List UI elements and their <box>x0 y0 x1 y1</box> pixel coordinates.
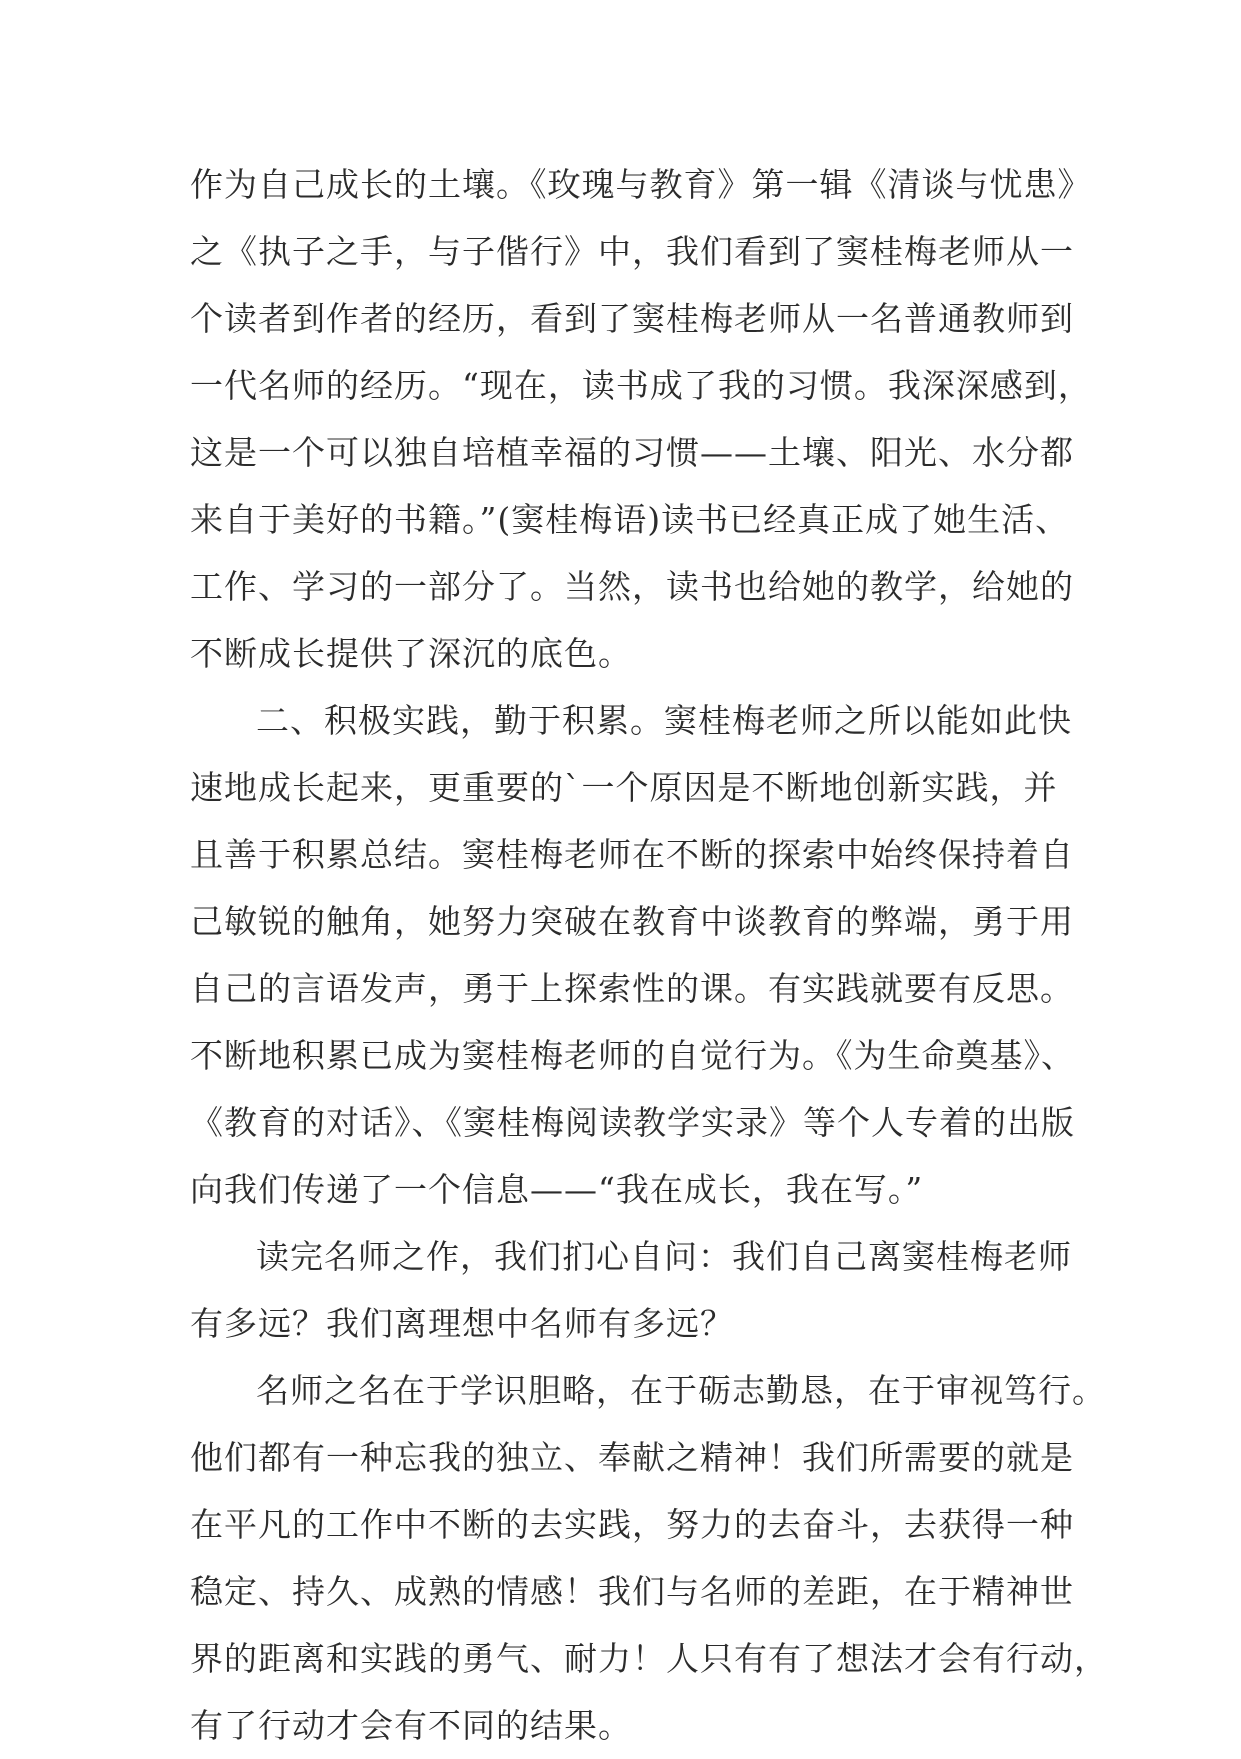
text-line: 二、积极实践，勤于积累。窦桂梅老师之所以能如此快 <box>256 701 1072 740</box>
text-line: 这是一个可以独自培植幸福的习惯——土壤、阳光、水分都 <box>190 433 1074 472</box>
text-line: 不断地积累已成为窦桂梅老师的自觉行为。《为生命奠基》、 <box>190 1036 1075 1075</box>
text-line: 个读者到作者的经历，看到了窦桂梅老师从一名普通教师到 <box>190 299 1074 338</box>
text-line: 自己的言语发声，勇于上探索性的课。有实践就要有反思。 <box>190 969 1074 1008</box>
text-line: 速地成长起来，更重要的`一个原因是不断地创新实践，并 <box>190 768 1058 807</box>
text-line: 界的距离和实践的勇气、耐力！人只有有了想法才会有行动， <box>190 1639 1108 1678</box>
text-line: 之《执子之手，与子偕行》中，我们看到了窦桂梅老师从一 <box>190 232 1074 271</box>
text-line: 向我们传递了一个信息——“我在成长，我在写。” <box>190 1170 924 1209</box>
text-line: 名师之名在于学识胆略，在于砺志勤恳，在于审视笃行。 <box>256 1371 1106 1410</box>
text-line: 工作、学习的一部分了。当然，读书也给她的教学，给她的 <box>190 567 1074 606</box>
text-line: 他们都有一种忘我的独立、奉献之精神！我们所需要的就是 <box>190 1438 1074 1477</box>
text-line: 来自于美好的书籍。”(窦桂梅语)读书已经真正成了她生活、 <box>190 500 1070 539</box>
document-body <box>190 151 1108 1759</box>
text-line: 不断成长提供了深沉的底色。 <box>190 634 632 673</box>
text-line: 己敏锐的触角，她努力突破在教育中谈教育的弊端，勇于用 <box>190 902 1074 941</box>
text-line: 在平凡的工作中不断的去实践，努力的去奋斗，去获得一种 <box>190 1505 1074 1544</box>
text-line: 作为自己成长的土壤。《玫瑰与教育》第一辑《清谈与忧患》 <box>190 165 1092 204</box>
text-line: 《教育的对话》、《窦桂梅阅读教学实录》等个人专着的出版 <box>190 1103 1075 1142</box>
text-line: 且善于积累总结。窦桂梅老师在不断的探索中始终保持着自 <box>190 835 1074 874</box>
text-line: 有了行动才会有不同的结果。 <box>190 1706 632 1745</box>
text-line: 有多远？我们离理想中名师有多远？ <box>190 1304 734 1343</box>
text-line: 稳定、持久、成熟的情感！我们与名师的差距，在于精神世 <box>190 1572 1074 1611</box>
text-line: 一代名师的经历。“现在，读书成了我的习惯。我深深感到， <box>190 366 1092 405</box>
text-line: 读完名师之作，我们扪心自问：我们自己离窦桂梅老师 <box>256 1237 1072 1276</box>
